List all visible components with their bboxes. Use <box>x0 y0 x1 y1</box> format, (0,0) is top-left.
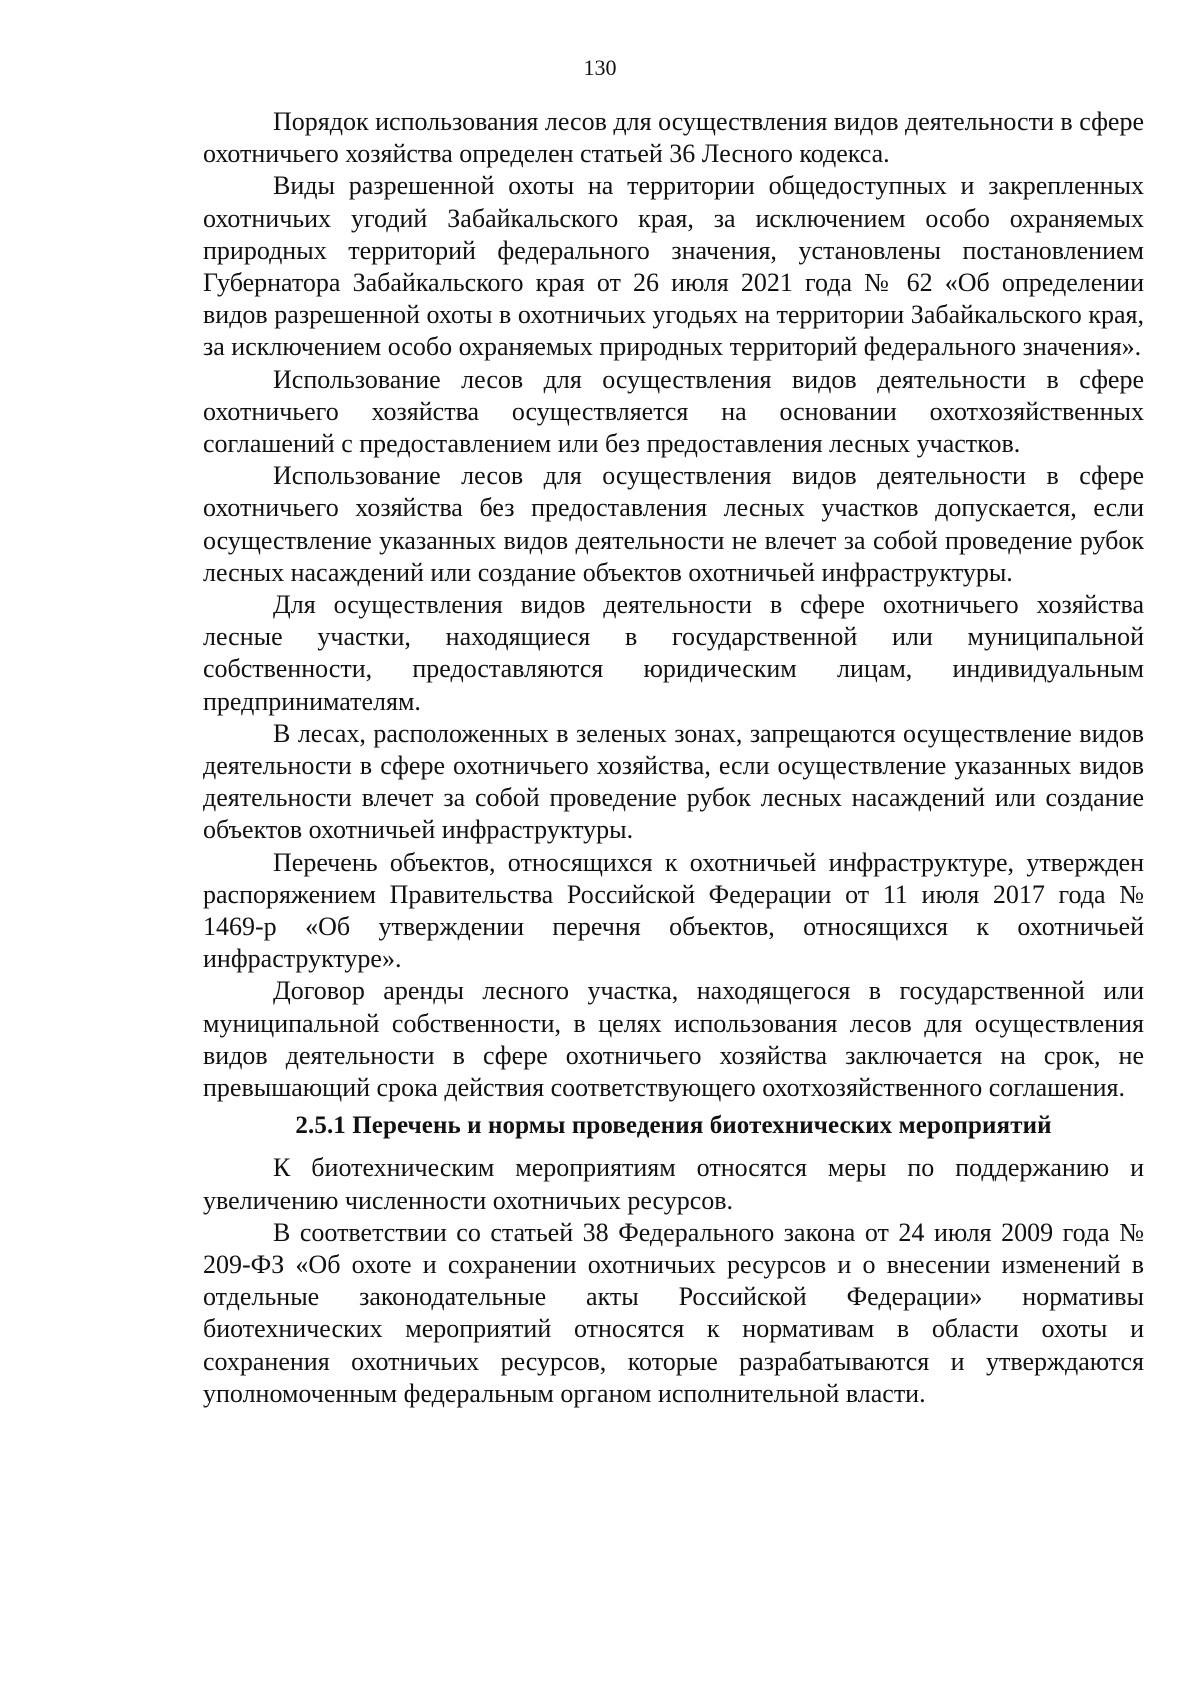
paragraph-hunting-agreements: Использование лесов для осуществления видов деятельности в сфере охотничьего хозяйства осуществляется на основании охотхозяйственных соглашений с предоставлением или без предоставления лесных участков. <box>203 364 1144 459</box>
section-heading: 2.5.1 Перечень и нормы проведения биотехнических мероприятий <box>295 1112 1052 1140</box>
paragraph-lease-agreement: Договор аренды лесного участка, находящегося в государственной или муниципальной собственности, в целях использования лесов для осуществления видов деятельности в сфере охотничьего хозяйства заключается на срок, не превышающий срока действия соответствующего охотхозяйственного соглашения. <box>203 976 1144 1103</box>
paragraph-infrastructure-list: Перечень объектов, относящихся к охотничьей инфраструктуре, утвержден распоряжением Правительства Российской Федерации от 11 июля 2017 года № 1469-р «Об утверждении перечня объектов, относящихся к охотничьей инфраструктуре». <box>203 847 1144 974</box>
paragraph-biotechnical-definition: К биотехническим мероприятиям относятся меры по поддержанию и увеличению численности охотничьих ресурсов. <box>203 1153 1144 1215</box>
document-body <box>203 106 1144 1410</box>
paragraph-biotechnical-norms: В соответствии со статьей 38 Федерального закона от 24 июля 2009 года № 209-ФЗ «Об охоте и сохранении охотничьих ресурсов и о внесении изменений в отдельные законодательные акты Российской Федерации» нормативы биотехнических мероприятий относятся к нормативам в области охоты и сохранения охотничьих ресурсов, которые разрабатываются и утверждаются уполномоченным федеральным органом исполнительной власти. <box>203 1217 1144 1408</box>
paragraph-plot-provision: Для осуществления видов деятельности в сфере охотничьего хозяйства лесные участки, находящиеся в государственной или муниципальной собственности, предоставляются юридическим лицам, индивидуальным предпринимателям. <box>203 590 1144 716</box>
paragraph-forest-use-procedure: Порядок использования лесов для осуществления видов деятельности в сфере охотничьего хозяйства определен статьей 36 Лесного кодекса. <box>203 107 1144 169</box>
paragraph-green-zones: В лесах, расположенных в зеленых зонах, запрещаются осуществление видов деятельности в сфере охотничьего хозяйства, если осуществление указанных видов деятельности влечет за собой проведение рубок лесных насаждений или создание объектов охотничьей инфраструктуры. <box>203 718 1144 845</box>
paragraph-use-without-plots: Использование лесов для осуществления видов деятельности в сфере охотничьего хозяйства без предоставления лесных участков допускается, если осуществление указанных видов деятельности не влечет за собой проведение рубок лесных насаждений или создание объектов охотничьей инфраструктуры. <box>203 461 1144 587</box>
paragraph-permitted-hunting-types: Виды разрешенной охоты на территории общедоступных и закрепленных охотничьих угодий Забайкальского края, за исключением особо охраняемых природных территорий федерального значения, установлены постановлением Губернатора Забайкальского края от 26 июля 2021 года № 62 «Об определении видов разрешенной охоты в охотничьих угодьях на территории Забайкальского края, за исключением особо охраняемых природных территорий федерального значения». <box>203 171 1144 362</box>
page-number: 130 <box>583 55 617 80</box>
